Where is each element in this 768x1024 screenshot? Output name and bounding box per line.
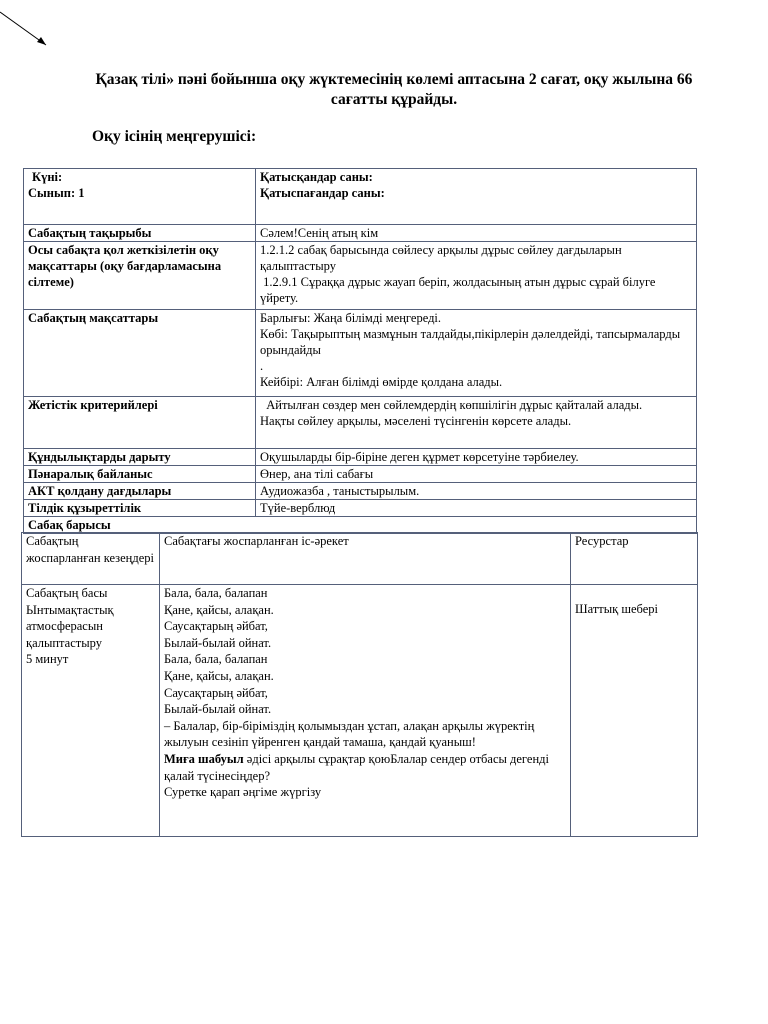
table-row	[22, 585, 698, 837]
class-label: Сынып: 1	[28, 186, 85, 200]
present-label: Қатысқандар саны:	[260, 170, 373, 184]
lesson-info-table	[23, 168, 697, 534]
table-row	[22, 533, 698, 585]
stage-line: Ынтымақтастық атмосферасын қалыптастыру	[26, 602, 114, 650]
criteria-line: Айтылған сөздер мен сөйлемдердің көпшілігін дұрыс қайталай алады.	[260, 398, 643, 412]
objective-line: 1.2.1.2 сабақ барысында сөйлесу арқылы дұрыс сөйлеу дағдыларын қалыптастыру	[260, 243, 622, 273]
poem-line: Былай-былай ойнат.	[164, 702, 272, 717]
poem-line: Қане, қайсы, алақан.	[164, 668, 274, 683]
table-row	[24, 397, 697, 449]
table-row	[24, 483, 697, 500]
stage-line: Сабақтың басы	[26, 586, 108, 600]
method-name: Миға шабуыл	[164, 751, 244, 766]
table-row	[24, 310, 697, 397]
date-class-cell	[24, 169, 256, 225]
values-value: Оқушыларды бір-біріне деген құрмет көрсетуіне тәрбиелеу.	[256, 449, 697, 466]
method-paragraph	[164, 751, 566, 784]
arrow-icon	[0, 0, 60, 60]
method-text: әдісі арқылы сұрақтар қоюБлалар сендер отбасы дегенді қалай түсінесіңдер?	[164, 751, 549, 783]
criteria-label: Жетістік критерийлері	[24, 397, 256, 449]
goals-label: Сабақтың мақсаттары	[24, 310, 256, 397]
ict-label: АКТ қолдану дағдылары	[24, 483, 256, 500]
topic-label: Сабақтың тақырыбы	[24, 225, 256, 242]
goal-line: .	[260, 359, 264, 373]
activity-header: Сабақтағы жоспарланған іс-әрекет	[160, 533, 571, 585]
stage-header: Сабақтың жоспарланған кезеңдері	[22, 533, 160, 585]
criteria-line: Нақты сөйлеу арқылы, мәселені түсінгенін көрсете алады.	[260, 414, 572, 428]
resource-cell	[571, 585, 698, 837]
poem-line: Саусақтарың әйбат,	[164, 619, 268, 634]
stage-duration: 5 минут	[26, 652, 69, 667]
dialogue-text: – Балалар, бір-біріміздің қолымыздан ұстап, алақан арқылы жүректің жылуын сезініп үйренген қандай тамаша, қандай қуаныш!	[164, 718, 535, 750]
absent-label: Қатыспағандар саны:	[260, 186, 385, 200]
topic-value: Сәлем!Сенің атың кім	[256, 225, 697, 242]
table-row	[24, 169, 697, 225]
cross-curricular-label: Пәнаралық байланыс	[24, 466, 256, 483]
date-label: Күні:	[32, 170, 63, 184]
goal-line: Барлығы: Жаңа білімді меңгереді.	[260, 311, 442, 325]
language-value: Түйе-верблюд	[256, 500, 697, 517]
poem-line: Саусақтарың әйбат,	[164, 685, 268, 700]
criteria-value	[256, 397, 697, 449]
resource-value: Шаттық шебері	[575, 602, 658, 616]
goal-line: Кейбірі: Алған білімді өмірде қолдана алады.	[260, 375, 503, 389]
page-subtitle: Оқу ісінің меңгерушісі:	[92, 128, 257, 145]
attendance-cell	[256, 169, 697, 225]
objective-line: 1.2.9.1 Сұраққа дұрыс жауап беріп, жолдасының атын дұрыс сұрай білуге үйрету.	[260, 275, 659, 305]
table-row	[24, 242, 697, 310]
page-title: Қазақ тілі» пәні бойынша оқу жүктемесінің көлемі аптасына 2 сағат, оқу жылына 66 сағатты құрайды.	[95, 71, 693, 108]
picture-task: Суретке қарап әңгіме жүргізу	[164, 785, 322, 800]
goal-line: Көбі: Тақырыптың мазмұнын талдайды,пікірлерін дәлелдейді, тапсырмаларды орындайды	[260, 327, 681, 357]
poem-line: Қане, қайсы, алақан.	[164, 602, 274, 617]
table-row	[24, 225, 697, 242]
ict-value: Аудиожазба , таныстырылым.	[256, 483, 697, 500]
activity-cell	[160, 585, 571, 837]
table-row	[24, 517, 697, 534]
table-row	[24, 466, 697, 483]
table-row	[24, 500, 697, 517]
lesson-plan-table	[21, 532, 698, 837]
goals-value	[256, 310, 697, 397]
table-row	[24, 449, 697, 466]
objectives-label: Осы сабақта қол жеткізілетін оқу мақсаттары (оқу бағдарламасына сілтеме)	[24, 242, 256, 310]
poem-line: Бала, бала, балапан	[164, 586, 268, 600]
lesson-progress-heading: Сабақ барысы	[24, 517, 697, 534]
language-label: Тілдік құзыреттілік	[24, 500, 256, 517]
poem-line: Былай-былай ойнат.	[164, 635, 272, 650]
objectives-value	[256, 242, 697, 310]
values-label: Құндылықтарды дарыту	[24, 449, 256, 466]
poem-line: Бала, бала, балапан	[164, 652, 268, 667]
resources-header: Ресурстар	[571, 533, 698, 585]
stage-cell	[22, 585, 160, 837]
cross-curricular-value: Өнер, ана тілі сабағы	[256, 466, 697, 483]
